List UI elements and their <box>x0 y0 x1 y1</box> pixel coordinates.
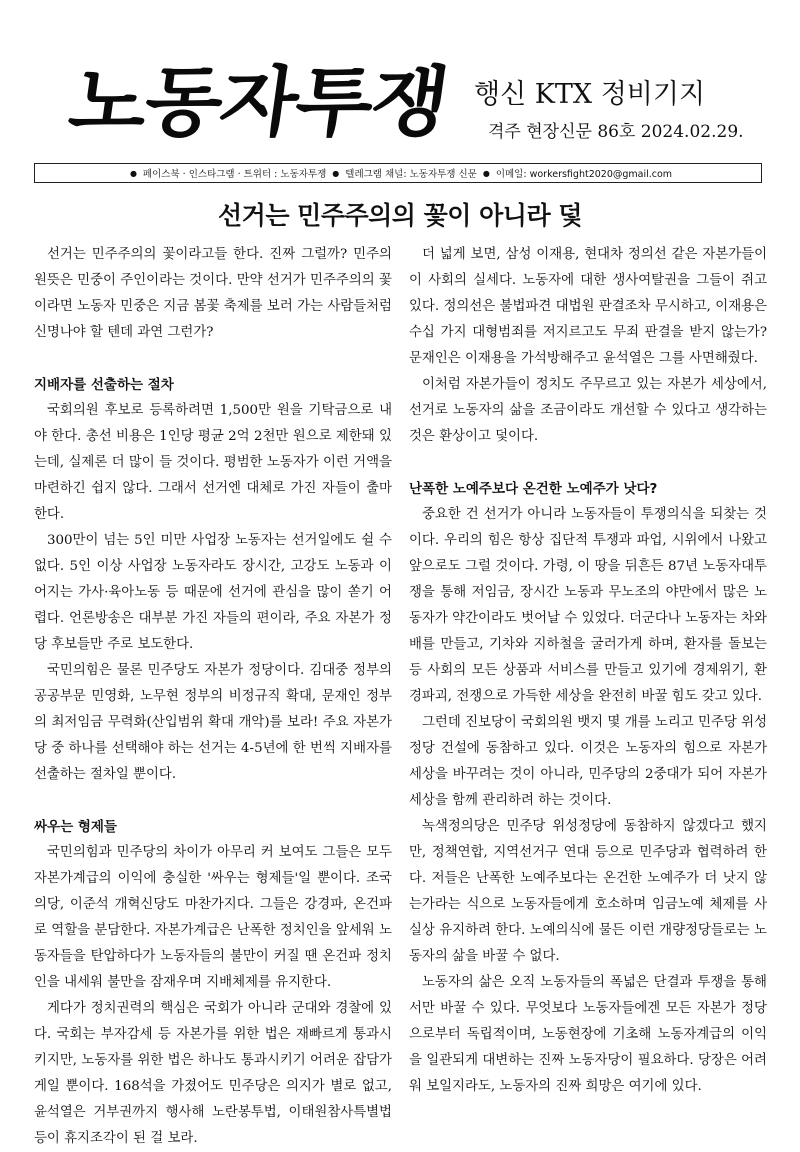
section-heading: 싸우는 형제들 <box>34 819 117 835</box>
body-paragraph: 국회의원 후보로 등록하려면 1,500만 원을 기탁금으로 내야 한다. 총선 비용은 1인당 평균 2억 2천만 원으로 제한돼 있는데, 실제론 더 많이 들 것이다. 평범한 노동자가 이런 거액을 마련하긴 쉽지 않다. 그래서 선거엔 대체로 가진 자들이 출마한다. <box>34 403 392 522</box>
newspaper-logo: 노동자투쟁 <box>63 58 453 147</box>
body-paragraph: 중요한 건 선거가 아니라 노동자들이 투쟁의식을 되찾는 것이다. 우리의 힘은 항상 집단적 투쟁과 파업, 시위에서 나왔고 앞으로도 그럴 것이다. 가령, 이 땅을 뒤흔든 87년 노동자대투쟁을 통해 저임금, 장시간 노동과 무노조의 야만에서 많은 노동자가 약간이라도 벗어날 수 있었다. 더군다나 노동자는 차와 배를 만들고, 기차와 지하철을 굴러가게 하며, 환자를 돌보는 등 사회의 모든 상품과 서비스를 만들고 있기에 경제위기, 환경파괴, 전쟁으로 가득한 세상을 완전히 바꿀 힘도 갖고 있다. <box>409 507 767 704</box>
social-contact: 페이스북 · 인스타그램 · 트위터 : 노동자투쟁 <box>142 169 327 180</box>
body-paragraph: 그런데 진보당이 국회의원 뱃지 몇 개를 노리고 민주당 위성정당 건설에 동참하고 있다. 이것은 노동자의 힘으로 자본가 세상을 바꾸려는 것이 아니라, 민주당의 2중대가 되어 자본가 세상을 함께 관리하려 하는 것이다. <box>409 715 767 808</box>
section-heading: 지배자를 선출하는 절차 <box>34 377 174 393</box>
masthead <box>0 0 800 160</box>
body-paragraph: 이처럼 자본가들이 정치도 주무르고 있는 자본가 세상에서, 선거로 노동자의 삶을 조금이라도 개선할 수 있다고 생각하는 것은 환상이고 덫이다. <box>409 377 767 444</box>
body-paragraph: 노동자의 삶은 오직 노동자들의 폭넓은 단결과 투쟁을 통해서만 바꿀 수 있다. 무엇보다 노동자들에겐 모든 자본가 정당으로부터 독립적이며, 노동현장에 기초해 노동자계급의 이익을 일관되게 대변하는 진짜 노동자당이 필요하다. 당장은 어려워 보일지라도, 노동자의 진짜 희망은 여기에 있다. <box>409 975 767 1094</box>
bullet-icon: ● <box>129 168 137 178</box>
section-heading: 난폭한 노예주보다 온건한 노예주가 낫다? <box>409 481 658 497</box>
newspaper-subtitle: 행신 KTX 정비기지 <box>474 79 706 110</box>
body-paragraph: 국민의힘과 민주당의 차이가 아무리 커 보여도 그들은 모두 자본가계급의 이익에 충실한 '싸우는 형제들'일 뿐이다. 조국의당, 이준석 개혁신당도 마찬가지다. 그들은 강경파, 온건파로 역할을 분담한다. 자본가계급은 난폭한 정치인을 앞세워 노동자들을 탄압하다가 노동자들의 불만이 커질 땐 온건파 정치인을 내세워 불만을 잠재우며 지배체제를 유지한다. <box>34 845 392 990</box>
issue-line: 격주 현장신문 86호 2024.02.29. <box>488 122 744 142</box>
left-column <box>34 242 392 1152</box>
body-paragraph: 국민의힘은 물론 민주당도 자본가 정당이다. 김대중 정부의 공공부문 민영화, 노무현 정부의 비정규직 확대, 문재인 정부의 최저임금 무력화(산입범위 확대 개악)를 보라! 주요 자본가 당 중 하나를 선택해야 하는 선거는 4-5년에 한 번씩 지배자를 선출하는 절차일 뿐이다. <box>34 663 392 782</box>
body-paragraph: 더 넓게 보면, 삼성 이재용, 현대차 정의선 같은 자본가들이 이 사회의 실세다. 노동자에 대한 생사여탈권을 그들이 쥐고 있다. 정의선은 불법파견 대법원 판결조차 무시하고, 이재용은 수십 가지 대형범죄를 저지르고도 무죄 판결을 받지 않는가? 문재인은 이재용을 가석방해주고 윤석열은 그를 사면해줬다. <box>409 247 767 366</box>
article-headline: 선거는 민주주의의 꽃이 아니라 덫 <box>218 201 582 230</box>
bullet-icon: ● <box>332 168 340 178</box>
bullet-icon: ● <box>482 168 490 178</box>
telegram-contact: 텔레그램 채널: 노동자투쟁 신문 <box>345 169 477 180</box>
intro-paragraph: 선거는 민주주의의 꽃이라고들 한다. 진짜 그럴까? 민주의 원뜻은 민중이 주인이라는 것이다. 만약 선거가 민주주의의 꽃이라면 노동자 민중은 지금 봄꽃 축제를 보러 가는 사람들처럼 신명나야 할 텐데 과연 그런가? <box>34 247 392 340</box>
body-paragraph: 녹색정의당은 민주당 위성정당에 동참하지 않겠다고 했지만, 정책연합, 지역선거구 연대 등으로 민주당과 협력하려 한다. 저들은 난폭한 노예주보다는 온건한 노예주가 더 낫지 않는가라는 식으로 노동자들에게 호소하며 임금노예 체제를 사실상 유지하려 한다. 노예의식에 물든 이런 개량정당들로는 노동자의 삶을 바꿀 수 없다. <box>409 819 767 964</box>
body-paragraph: 게다가 정치권력의 핵심은 국회가 아니라 군대와 경찰에 있다. 국회는 부자감세 등 자본가를 위한 법은 재빠르게 통과시키지만, 노동자를 위한 법은 하나도 통과시키기 어려운 잡담가게일 뿐이다. 168석을 가졌어도 민주당은 의지가 별로 없고, 윤석열은 거부권까지 행사해 노란봉투법, 이태원참사특별법 등이 휴지조각이 된 걸 보라. <box>34 1001 392 1146</box>
email-contact: 이메일: workersfight2020@gmail.com <box>495 169 673 180</box>
body-paragraph: 300만이 넘는 5인 미만 사업장 노동자는 선거일에도 쉴 수 없다. 5인 이상 사업장 노동자라도 장시간, 고강도 노동과 이어지는 가사·육아노동 등 때문에 선거에 관심을 많이 쏟기 어렵다. 언론방송은 대부분 가진 자들의 편이라, 주요 자본가 정당 후보들만 주로 보도한다. <box>34 533 392 652</box>
contact-bar <box>34 163 762 183</box>
right-column <box>409 242 767 1100</box>
